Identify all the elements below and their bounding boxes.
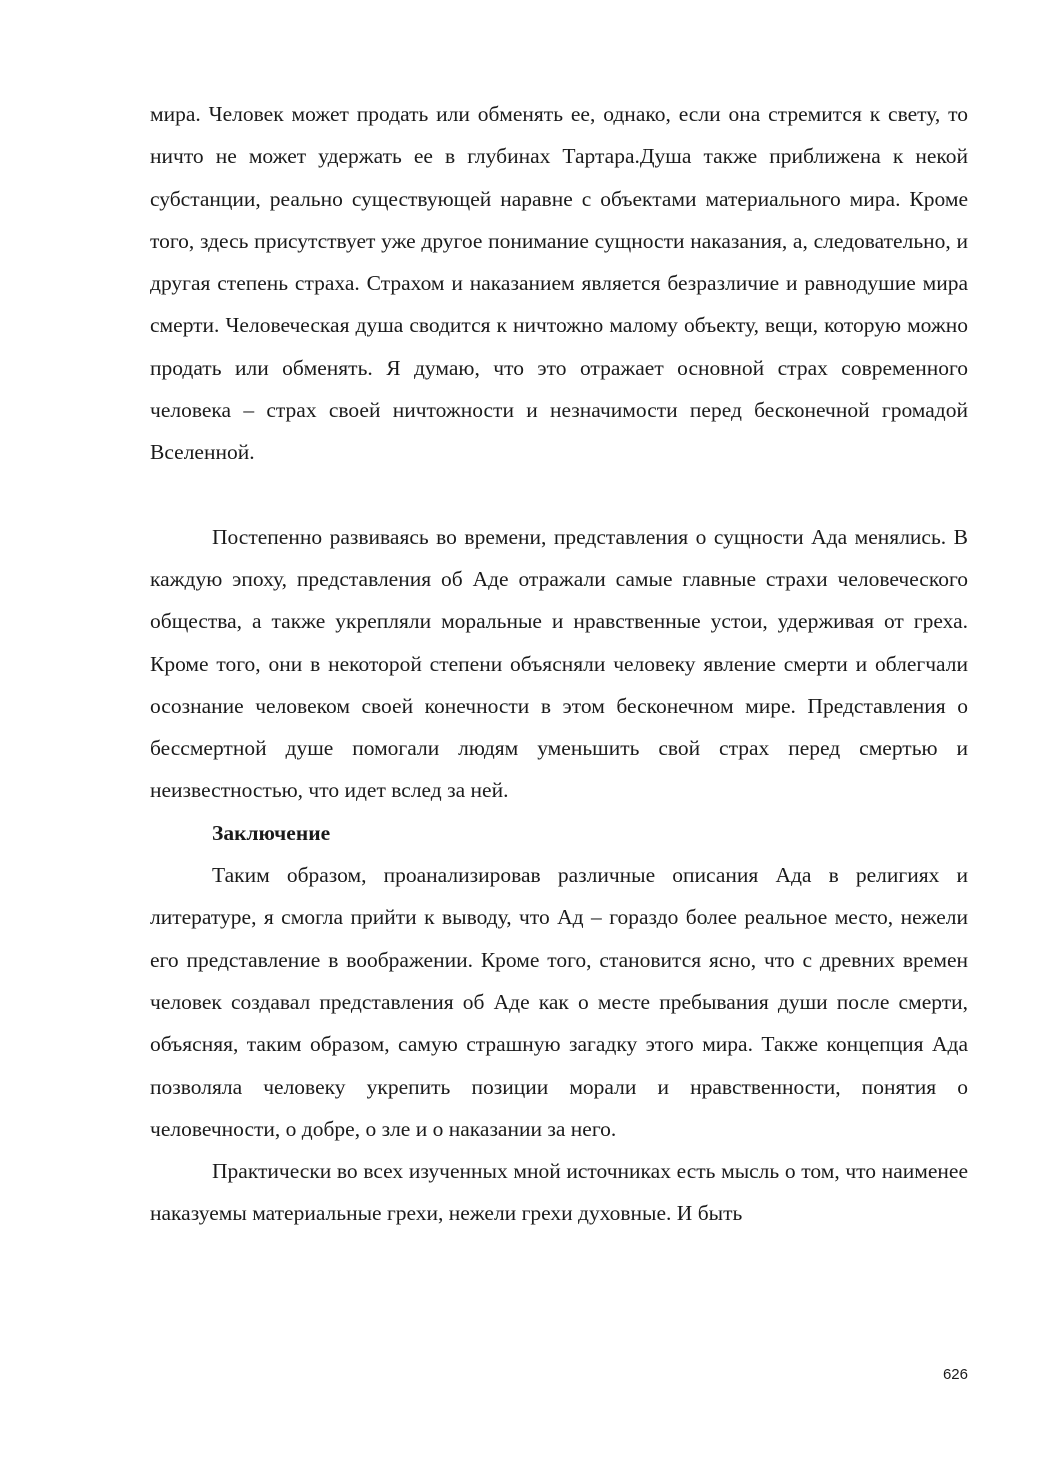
page-number: 626 bbox=[942, 1366, 968, 1383]
paragraph-conclusion-1: Таким образом, проанализировав различные описания Ада в религиях и литературе, я смогла прийти к выводу, что Ад – гораздо более реальное место, нежели его представление в воображении. Кроме того, становится ясно, что с древних времен человек создавал представления об Аде как о месте пребывания души после смерти, объясняя, таким образом, самую страшную загадку этого мира. Также концепция Ада позволяла человеку укрепить позиции морали и нравственности, понятия о человечности, о добре, о зле и о наказании за него. bbox=[150, 863, 968, 1141]
paragraph-conclusion-2: Практически во всех изученных мной источниках есть мысль о том, что наименее наказуемы материальные грехи, нежели грехи духовные. И быть bbox=[150, 1159, 968, 1226]
document-page bbox=[150, 93, 968, 1235]
paragraph-continuation: мира. Человек может продать или обменять ее, однако, если она стремится к свету, то ничто не может удержать ее в глубинах Тартара.Душа также приближена к некой субстанции, реально существующей наравне с объектами материального мира. Кроме того, здесь присутствует уже другое понимание сущности наказания, а, следовательно, и другая степень страха. Страхом и наказанием является безразличие и равнодушие мира смерти. Человеческая душа сводится к ничтожно малому объекту, вещи, которую можно продать или обменять. Я думаю, что это отражает основной страх современного человека – страх своей ничтожности и незначимости перед бесконечной громадой Вселенной. bbox=[150, 102, 968, 465]
paragraph-hell-evolution: Постепенно развиваясь во времени, представления о сущности Ада менялись. В каждую эпоху, представления об Аде отражали самые главные страхи человеческого общества, а также укрепляли моральные и нравственные устои, удерживая от греха. Кроме того, они в некоторой степени объясняли человеку явление смерти и облегчали осознание человеком своей конечности в этом бесконечном мире. Представления о бессмертной душе помогали людям уменьшить свой страх перед смертью и неизвестностью, что идет вслед за ней. bbox=[150, 524, 968, 803]
section-heading-conclusion: Заключение bbox=[212, 820, 331, 845]
